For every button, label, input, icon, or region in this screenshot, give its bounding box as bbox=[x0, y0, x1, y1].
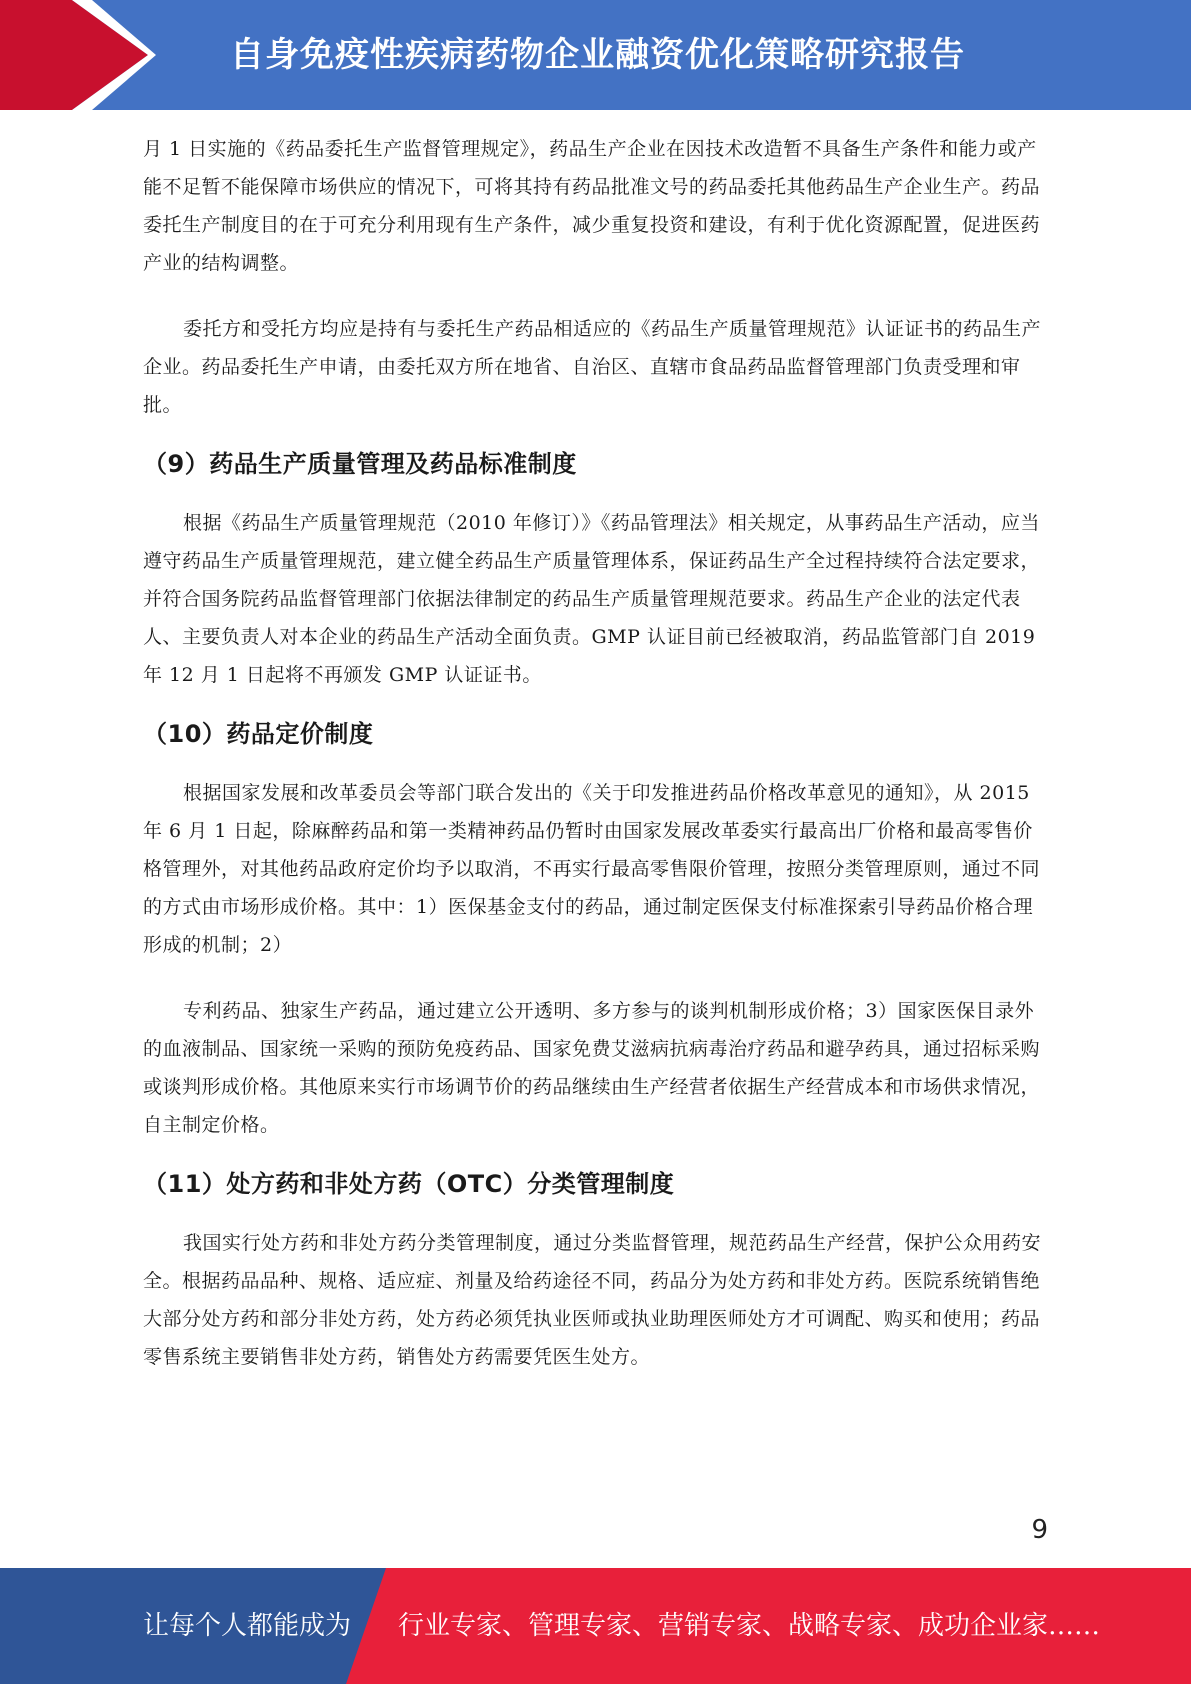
section-heading-9: （9）药品生产质量管理及药品标准制度 bbox=[143, 450, 577, 478]
page-number: 9 bbox=[1031, 1515, 1048, 1545]
paragraph-2: 委托方和受托方均应是持有与委托生产药品相适应的《药品生产质量管理规范》认证证书的药品生产企业。药品委托生产申请，由委托双方所在地省、自治区、直辖市食品药品监督管理部门负责受理和审批。 bbox=[143, 318, 1042, 416]
paragraph-5: 专利药品、独家生产药品，通过建立公开透明、多方参与的谈判机制形成价格；3）国家医保目录外的血液制品、国家统一采购的预防免疫药品、国家免费艾滋病抗病毒治疗药品和避孕药具，通过招标采购或谈判形成价格。其他原来实行市场调节价的药品继续由生产经营者依据生产经营成本和市场供求情况，自主制定价格。 bbox=[143, 1000, 1041, 1136]
document-body bbox=[143, 130, 1048, 1376]
paragraph-4: 根据国家发展和改革委员会等部门联合发出的《关于印发推进药品价格改革意见的通知》，从 2015 年 6 月 1 日起，除麻醉药品和第一类精神药品仍暂时由国家发展改革委实行最高出厂价格和最高零售价格管理外，对其他药品政府定价均予以取消，不再实行最高零售限价管理，按照分类管理原则，通过不同的方式由市场形成价格。其中：1）医保基金支付的药品，通过制定医保支付标准探索引导药品价格合理形成的机制；2） bbox=[143, 782, 1041, 956]
section-heading-10: （10）药品定价制度 bbox=[143, 720, 374, 748]
footer-slogan-right: 行业专家、管理专家、营销专家、战略专家、成功企业家…… bbox=[398, 1611, 1101, 1641]
page-footer bbox=[0, 1568, 1191, 1684]
paragraph-3: 根据《药品生产质量管理规范（2010 年修订）》《药品管理法》相关规定，从事药品生产活动，应当遵守药品生产质量管理规范，建立健全药品生产质量管理体系，保证药品生产全过程持续符合法定要求，并符合国务院药品监督管理部门依据法律制定的药品生产质量管理规范要求。药品生产企业的法定代表人、主要负责人对本企业的药品生产活动全面负责。GMP 认证目前已经被取消，药品监管部门自 2019 年 12 月 1 日起将不再颁发 GMP 认证证书。 bbox=[143, 512, 1041, 686]
document-title: 自身免疫性疾病药物企业融资优化策略研究报告 bbox=[230, 35, 965, 75]
header-arrow-decoration bbox=[0, 0, 230, 110]
footer-slogan-left: 让每个人都能成为 bbox=[143, 1611, 352, 1641]
section-heading-11: （11）处方药和非处方药（OTC）分类管理制度 bbox=[143, 1170, 675, 1198]
page-header bbox=[0, 0, 1191, 110]
paragraph-6: 我国实行处方药和非处方药分类管理制度，通过分类监督管理，规范药品生产经营，保护公众用药安全。根据药品品种、规格、适应症、剂量及给药途径不同，药品分为处方药和非处方药。医院系统销售绝大部分处方药和部分非处方药，处方药必须凭执业医师或执业助理医师处方才可调配、购买和使用；药品零售系统主要销售非处方药，销售处方药需要凭医生处方。 bbox=[143, 1232, 1042, 1368]
paragraph-1: 月 1 日实施的《药品委托生产监督管理规定》，药品生产企业在因技术改造暂不具备生产条件和能力或产能不足暂不能保障市场供应的情况下，可将其持有药品批准文号的药品委托其他药品生产企业生产。药品委托生产制度目的在于可充分利用现有生产条件，减少重复投资和建设，有利于优化资源配置，促进医药产业的结构调整。 bbox=[143, 138, 1041, 274]
